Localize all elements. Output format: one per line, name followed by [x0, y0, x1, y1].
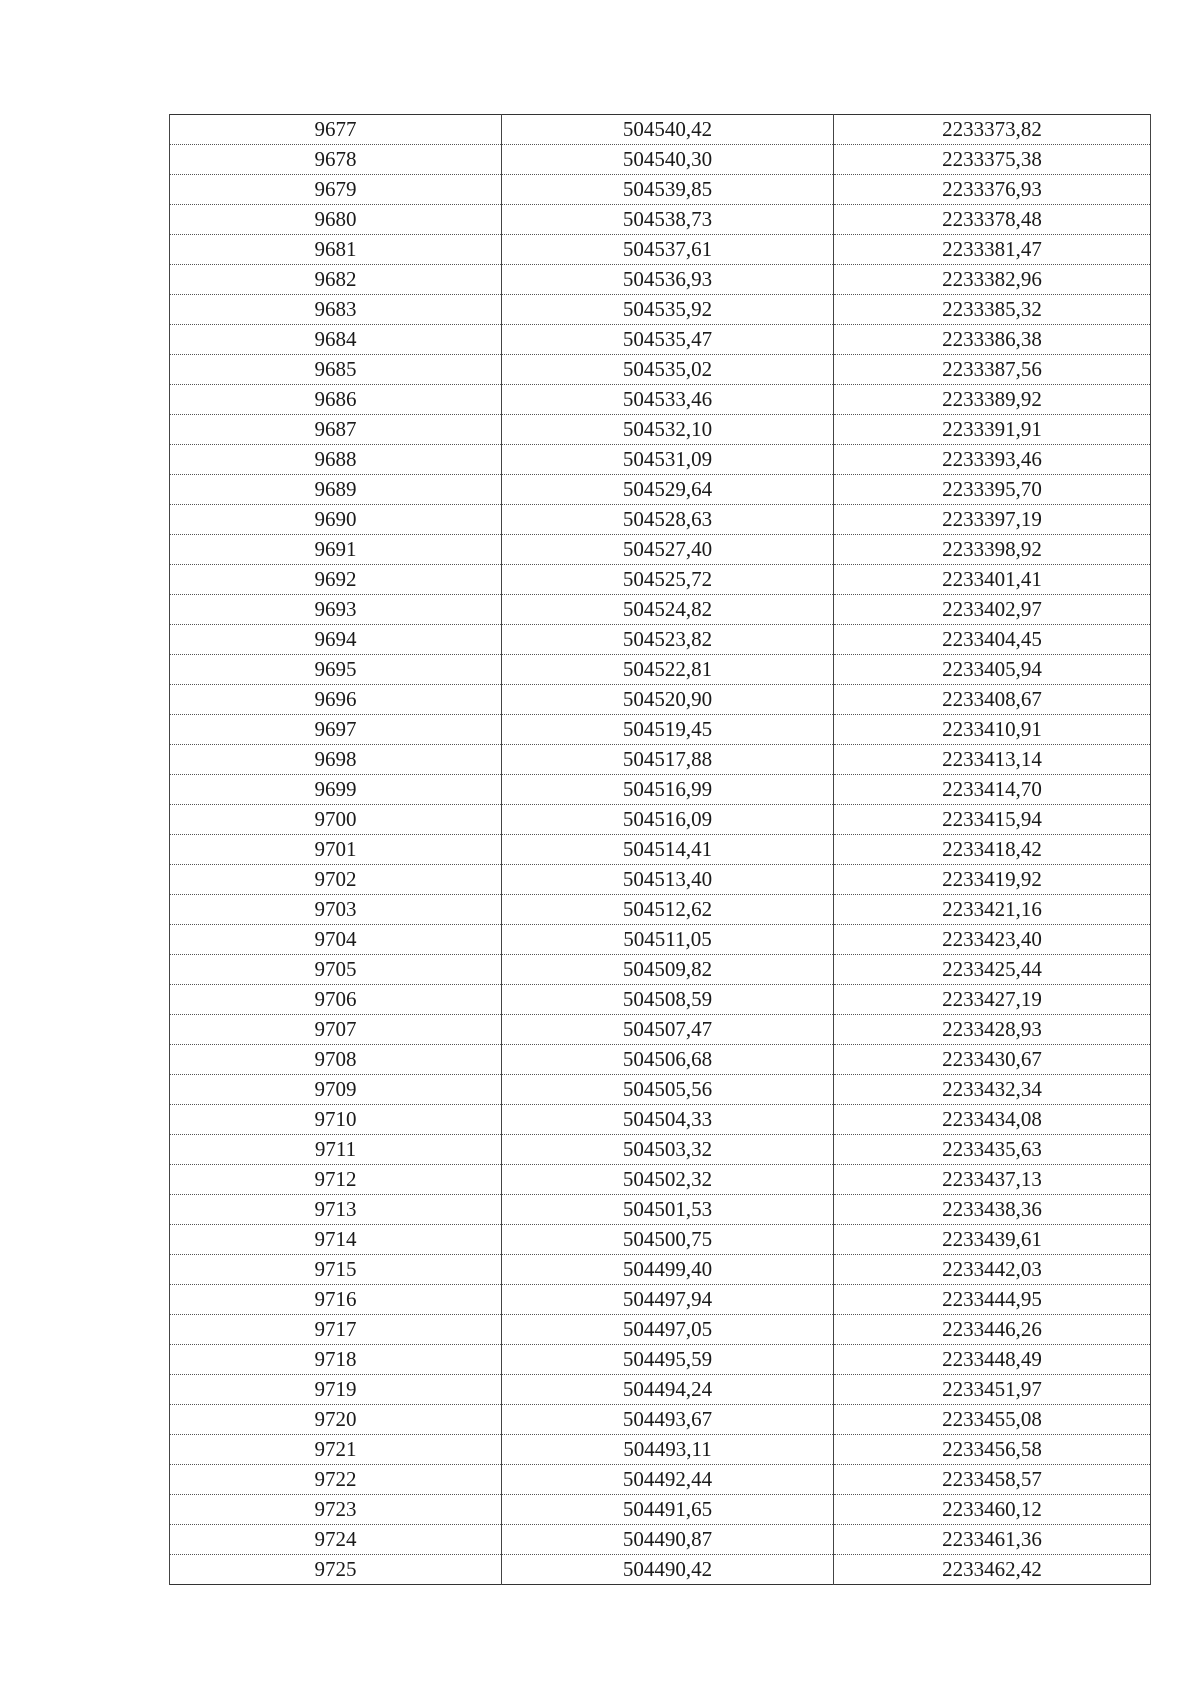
table-row: [170, 265, 1151, 295]
table-row: [170, 805, 1151, 835]
y-coordinate-cell: 2233455,08: [834, 1405, 1151, 1435]
table-row: [170, 1105, 1151, 1135]
coordinates-table-body: [170, 115, 1151, 1585]
table-row: [170, 1465, 1151, 1495]
point-number-cell: 9699: [170, 775, 502, 805]
point-number-cell: 9721: [170, 1435, 502, 1465]
point-number-cell: 9712: [170, 1165, 502, 1195]
y-coordinate-cell: 2233456,58: [834, 1435, 1151, 1465]
y-coordinate-cell: 2233427,19: [834, 985, 1151, 1015]
point-number-cell: 9681: [170, 235, 502, 265]
y-coordinate-cell: 2233378,48: [834, 205, 1151, 235]
x-coordinate-cell: 504522,81: [502, 655, 834, 685]
table-row: [170, 1345, 1151, 1375]
y-coordinate-cell: 2233404,45: [834, 625, 1151, 655]
x-coordinate-cell: 504529,64: [502, 475, 834, 505]
table-row: [170, 1225, 1151, 1255]
x-coordinate-cell: 504535,92: [502, 295, 834, 325]
point-number-cell: 9685: [170, 355, 502, 385]
x-coordinate-cell: 504517,88: [502, 745, 834, 775]
table-row: [170, 745, 1151, 775]
y-coordinate-cell: 2233413,14: [834, 745, 1151, 775]
point-number-cell: 9686: [170, 385, 502, 415]
y-coordinate-cell: 2233458,57: [834, 1465, 1151, 1495]
point-number-cell: 9715: [170, 1255, 502, 1285]
table-row: [170, 1555, 1151, 1585]
point-number-cell: 9702: [170, 865, 502, 895]
y-coordinate-cell: 2233389,92: [834, 385, 1151, 415]
x-coordinate-cell: 504492,44: [502, 1465, 834, 1495]
x-coordinate-cell: 504532,10: [502, 415, 834, 445]
point-number-cell: 9713: [170, 1195, 502, 1225]
point-number-cell: 9717: [170, 1315, 502, 1345]
point-number-cell: 9690: [170, 505, 502, 535]
x-coordinate-cell: 504514,41: [502, 835, 834, 865]
point-number-cell: 9701: [170, 835, 502, 865]
y-coordinate-cell: 2233448,49: [834, 1345, 1151, 1375]
point-number-cell: 9688: [170, 445, 502, 475]
x-coordinate-cell: 504516,09: [502, 805, 834, 835]
table-row: [170, 625, 1151, 655]
x-coordinate-cell: 504495,59: [502, 1345, 834, 1375]
point-number-cell: 9678: [170, 145, 502, 175]
point-number-cell: 9684: [170, 325, 502, 355]
y-coordinate-cell: 2233398,92: [834, 535, 1151, 565]
y-coordinate-cell: 2233428,93: [834, 1015, 1151, 1045]
x-coordinate-cell: 504538,73: [502, 205, 834, 235]
table-row: [170, 415, 1151, 445]
x-coordinate-cell: 504520,90: [502, 685, 834, 715]
table-row: [170, 655, 1151, 685]
x-coordinate-cell: 504501,53: [502, 1195, 834, 1225]
table-row: [170, 505, 1151, 535]
table-row: [170, 1255, 1151, 1285]
x-coordinate-cell: 504535,02: [502, 355, 834, 385]
coordinates-table: [169, 114, 1151, 1585]
y-coordinate-cell: 2233430,67: [834, 1045, 1151, 1075]
point-number-cell: 9710: [170, 1105, 502, 1135]
x-coordinate-cell: 504528,63: [502, 505, 834, 535]
y-coordinate-cell: 2233414,70: [834, 775, 1151, 805]
y-coordinate-cell: 2233397,19: [834, 505, 1151, 535]
y-coordinate-cell: 2233461,36: [834, 1525, 1151, 1555]
x-coordinate-cell: 504531,09: [502, 445, 834, 475]
x-coordinate-cell: 504536,93: [502, 265, 834, 295]
point-number-cell: 9693: [170, 595, 502, 625]
y-coordinate-cell: 2233373,82: [834, 115, 1151, 145]
x-coordinate-cell: 504506,68: [502, 1045, 834, 1075]
table-row: [170, 445, 1151, 475]
point-number-cell: 9724: [170, 1525, 502, 1555]
table-row: [170, 1375, 1151, 1405]
y-coordinate-cell: 2233395,70: [834, 475, 1151, 505]
table-row: [170, 955, 1151, 985]
x-coordinate-cell: 504513,40: [502, 865, 834, 895]
point-number-cell: 9679: [170, 175, 502, 205]
y-coordinate-cell: 2233376,93: [834, 175, 1151, 205]
y-coordinate-cell: 2233391,91: [834, 415, 1151, 445]
point-number-cell: 9691: [170, 535, 502, 565]
y-coordinate-cell: 2233434,08: [834, 1105, 1151, 1135]
point-number-cell: 9718: [170, 1345, 502, 1375]
y-coordinate-cell: 2233446,26: [834, 1315, 1151, 1345]
table-row: [170, 1435, 1151, 1465]
point-number-cell: 9695: [170, 655, 502, 685]
table-row: [170, 205, 1151, 235]
x-coordinate-cell: 504519,45: [502, 715, 834, 745]
y-coordinate-cell: 2233415,94: [834, 805, 1151, 835]
point-number-cell: 9680: [170, 205, 502, 235]
table-row: [170, 1315, 1151, 1345]
point-number-cell: 9707: [170, 1015, 502, 1045]
point-number-cell: 9714: [170, 1225, 502, 1255]
table-row: [170, 1075, 1151, 1105]
table-row: [170, 295, 1151, 325]
point-number-cell: 9700: [170, 805, 502, 835]
point-number-cell: 9692: [170, 565, 502, 595]
table-row: [170, 325, 1151, 355]
table-row: [170, 1015, 1151, 1045]
y-coordinate-cell: 2233462,42: [834, 1555, 1151, 1585]
x-coordinate-cell: 504504,33: [502, 1105, 834, 1135]
table-row: [170, 385, 1151, 415]
y-coordinate-cell: 2233419,92: [834, 865, 1151, 895]
point-number-cell: 9694: [170, 625, 502, 655]
y-coordinate-cell: 2233410,91: [834, 715, 1151, 745]
y-coordinate-cell: 2233442,03: [834, 1255, 1151, 1285]
x-coordinate-cell: 504490,87: [502, 1525, 834, 1555]
table-row: [170, 115, 1151, 145]
point-number-cell: 9722: [170, 1465, 502, 1495]
point-number-cell: 9683: [170, 295, 502, 325]
table-row: [170, 895, 1151, 925]
x-coordinate-cell: 504509,82: [502, 955, 834, 985]
table-row: [170, 1495, 1151, 1525]
y-coordinate-cell: 2233393,46: [834, 445, 1151, 475]
point-number-cell: 9696: [170, 685, 502, 715]
point-number-cell: 9716: [170, 1285, 502, 1315]
y-coordinate-cell: 2233451,97: [834, 1375, 1151, 1405]
table-row: [170, 1045, 1151, 1075]
point-number-cell: 9682: [170, 265, 502, 295]
x-coordinate-cell: 504494,24: [502, 1375, 834, 1405]
table-row: [170, 1525, 1151, 1555]
table-row: [170, 1405, 1151, 1435]
x-coordinate-cell: 504511,05: [502, 925, 834, 955]
y-coordinate-cell: 2233382,96: [834, 265, 1151, 295]
x-coordinate-cell: 504540,30: [502, 145, 834, 175]
x-coordinate-cell: 504505,56: [502, 1075, 834, 1105]
y-coordinate-cell: 2233421,16: [834, 895, 1151, 925]
x-coordinate-cell: 504507,47: [502, 1015, 834, 1045]
x-coordinate-cell: 504525,72: [502, 565, 834, 595]
y-coordinate-cell: 2233408,67: [834, 685, 1151, 715]
point-number-cell: 9706: [170, 985, 502, 1015]
table-row: [170, 715, 1151, 745]
point-number-cell: 9689: [170, 475, 502, 505]
y-coordinate-cell: 2233425,44: [834, 955, 1151, 985]
point-number-cell: 9704: [170, 925, 502, 955]
y-coordinate-cell: 2233444,95: [834, 1285, 1151, 1315]
table-row: [170, 535, 1151, 565]
x-coordinate-cell: 504533,46: [502, 385, 834, 415]
table-row: [170, 775, 1151, 805]
x-coordinate-cell: 504537,61: [502, 235, 834, 265]
y-coordinate-cell: 2233405,94: [834, 655, 1151, 685]
point-number-cell: 9719: [170, 1375, 502, 1405]
x-coordinate-cell: 504540,42: [502, 115, 834, 145]
x-coordinate-cell: 504527,40: [502, 535, 834, 565]
table-row: [170, 145, 1151, 175]
table-row: [170, 475, 1151, 505]
point-number-cell: 9720: [170, 1405, 502, 1435]
x-coordinate-cell: 504493,67: [502, 1405, 834, 1435]
table-row: [170, 235, 1151, 265]
x-coordinate-cell: 504539,85: [502, 175, 834, 205]
x-coordinate-cell: 504493,11: [502, 1435, 834, 1465]
x-coordinate-cell: 504500,75: [502, 1225, 834, 1255]
x-coordinate-cell: 504516,99: [502, 775, 834, 805]
y-coordinate-cell: 2233460,12: [834, 1495, 1151, 1525]
table-row: [170, 835, 1151, 865]
table-row: [170, 985, 1151, 1015]
point-number-cell: 9708: [170, 1045, 502, 1075]
x-coordinate-cell: 504502,32: [502, 1165, 834, 1195]
point-number-cell: 9723: [170, 1495, 502, 1525]
table-row: [170, 175, 1151, 205]
y-coordinate-cell: 2233402,97: [834, 595, 1151, 625]
point-number-cell: 9703: [170, 895, 502, 925]
x-coordinate-cell: 504503,32: [502, 1135, 834, 1165]
point-number-cell: 9709: [170, 1075, 502, 1105]
x-coordinate-cell: 504497,94: [502, 1285, 834, 1315]
y-coordinate-cell: 2233423,40: [834, 925, 1151, 955]
y-coordinate-cell: 2233386,38: [834, 325, 1151, 355]
y-coordinate-cell: 2233387,56: [834, 355, 1151, 385]
table-row: [170, 1285, 1151, 1315]
y-coordinate-cell: 2233381,47: [834, 235, 1151, 265]
x-coordinate-cell: 504524,82: [502, 595, 834, 625]
y-coordinate-cell: 2233375,38: [834, 145, 1151, 175]
x-coordinate-cell: 504523,82: [502, 625, 834, 655]
y-coordinate-cell: 2233439,61: [834, 1225, 1151, 1255]
table-row: [170, 1165, 1151, 1195]
point-number-cell: 9725: [170, 1555, 502, 1585]
point-number-cell: 9711: [170, 1135, 502, 1165]
y-coordinate-cell: 2233432,34: [834, 1075, 1151, 1105]
point-number-cell: 9705: [170, 955, 502, 985]
table-row: [170, 925, 1151, 955]
x-coordinate-cell: 504499,40: [502, 1255, 834, 1285]
x-coordinate-cell: 504497,05: [502, 1315, 834, 1345]
x-coordinate-cell: 504512,62: [502, 895, 834, 925]
table-row: [170, 1195, 1151, 1225]
x-coordinate-cell: 504490,42: [502, 1555, 834, 1585]
table-row: [170, 355, 1151, 385]
x-coordinate-cell: 504491,65: [502, 1495, 834, 1525]
table-row: [170, 865, 1151, 895]
y-coordinate-cell: 2233437,13: [834, 1165, 1151, 1195]
y-coordinate-cell: 2233435,63: [834, 1135, 1151, 1165]
point-number-cell: 9698: [170, 745, 502, 775]
y-coordinate-cell: 2233418,42: [834, 835, 1151, 865]
point-number-cell: 9687: [170, 415, 502, 445]
x-coordinate-cell: 504508,59: [502, 985, 834, 1015]
table-row: [170, 1135, 1151, 1165]
table-row: [170, 595, 1151, 625]
point-number-cell: 9677: [170, 115, 502, 145]
y-coordinate-cell: 2233438,36: [834, 1195, 1151, 1225]
table-row: [170, 685, 1151, 715]
y-coordinate-cell: 2233385,32: [834, 295, 1151, 325]
point-number-cell: 9697: [170, 715, 502, 745]
x-coordinate-cell: 504535,47: [502, 325, 834, 355]
table-row: [170, 565, 1151, 595]
y-coordinate-cell: 2233401,41: [834, 565, 1151, 595]
